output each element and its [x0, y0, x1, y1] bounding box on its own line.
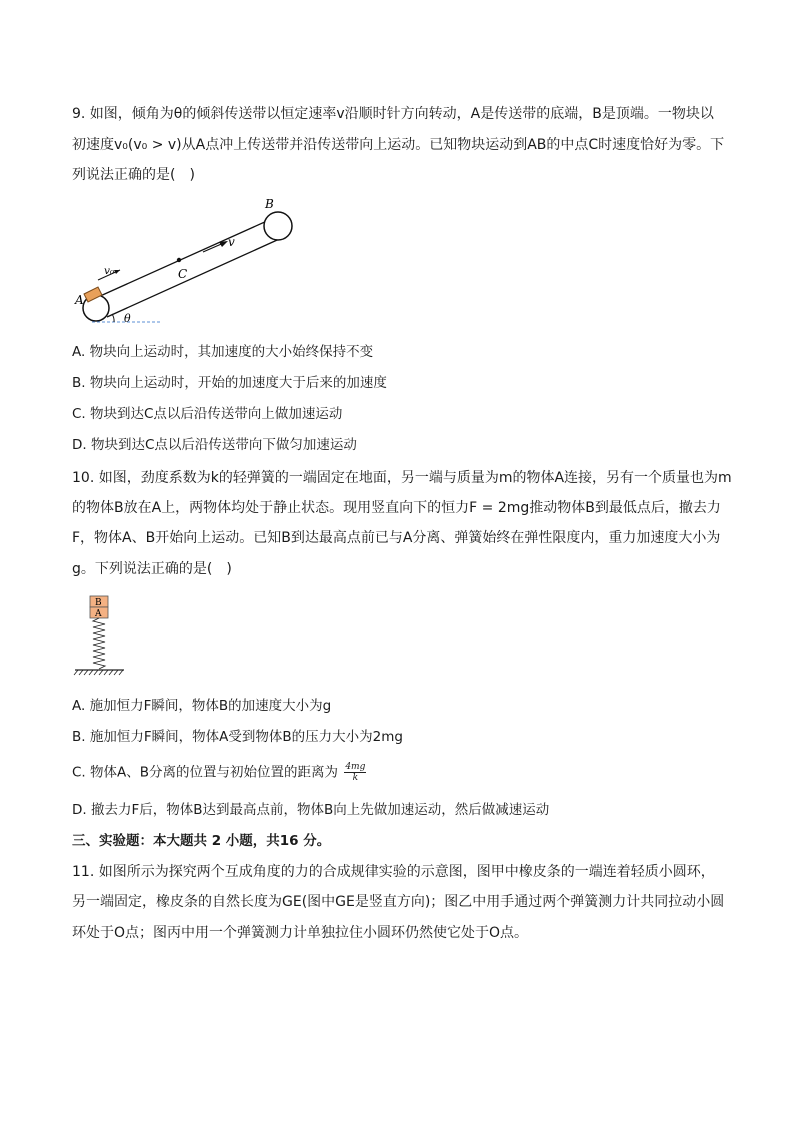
label-theta: θ — [124, 312, 131, 325]
fraction-numerator: 4mg — [345, 762, 366, 772]
q9-line-1: 9. 如图，倾角为θ的倾斜传送带以恒定速率v沿顺时针方向转动，A是传送带的底端，B是顶端。一物块以 — [72, 106, 714, 122]
q10-line-1: 10. 如图，劲度系数为k的轻弹簧的一端固定在地面，另一端与质量为m的物体A连接，另有一个质量也为m — [72, 470, 732, 486]
label-v0: v₀ — [104, 265, 115, 277]
label-c: C — [178, 267, 188, 281]
q10-line-2: 的物体B放在A上，两物体均处于静止状态。现用竖直向下的恒力F = 2mg推动物体B到最低点后，撤去力 — [72, 500, 721, 516]
q11-line-1: 11. 如图所示为探究两个互成角度的力的合成规律实验的示意图，图甲中橡皮条的一端连着轻质小圆环， — [72, 864, 715, 880]
fraction — [344, 762, 366, 783]
q10-line-3: F，物体A、B开始向上运动。已知B到达最高点前已与A分离、弹簧始终在弹性限度内，重力加速度大小为 — [72, 530, 721, 546]
label-v: v — [228, 235, 235, 249]
top-pulley — [264, 212, 292, 240]
q9-option-b: B. 物块向上运动时，开始的加速度大于后来的加速度 — [72, 375, 387, 391]
q9-line-2: 初速度v₀(v₀ > v)从A点冲上传送带并沿传送带向上运动。已知物块运动到AB的中点C时速度恰好为零。下 — [72, 137, 725, 153]
fraction-denominator: k — [352, 773, 359, 783]
q10-option-b: B. 施加恒力F瞬间，物体A受到物体B的压力大小为2mg — [72, 729, 403, 745]
q11-line-3: 环处于O点；图丙中用一个弹簧测力计单独拉住小圆环仍然使它处于O点。 — [72, 925, 529, 941]
section-heading: 三、实验题：本大题共 2 小题，共16 分。 — [72, 833, 331, 849]
spring-blocks-figure — [72, 594, 126, 678]
q11-line-2: 另一端固定，橡皮条的自然长度为GE(图中GE是竖直方向)；图乙中用手通过两个弹簧测力计共同拉动小圆 — [72, 894, 725, 910]
q10-line-4: g。下列说法正确的是( ) — [72, 561, 232, 577]
q10-option-d: D. 撤去力F后，物体B达到最高点前，物体B向上先做加速运动，然后做减速运动 — [72, 802, 550, 818]
q9-option-c: C. 物块到达C点以后沿传送带向上做加速运动 — [72, 406, 343, 422]
q9-option-d: D. 物块到达C点以后沿传送带向下做匀加速运动 — [72, 437, 357, 453]
q10-option-a: A. 施加恒力F瞬间，物体B的加速度大小为g — [72, 698, 332, 714]
q10-option-c — [72, 762, 366, 783]
label-b: B — [265, 197, 274, 211]
spring — [93, 618, 105, 669]
label-block-a: A — [95, 609, 102, 619]
label-a: A — [75, 293, 84, 307]
point-c — [177, 258, 181, 262]
label-block-b: B — [95, 598, 102, 608]
conveyor-belt-figure — [72, 196, 312, 332]
q9-option-a: A. 物块向上运动时，其加速度的大小始终保持不变 — [72, 344, 374, 360]
q10-option-c-text: C. 物体A、B分离的位置与初始位置的距离为 — [72, 764, 339, 781]
q9-line-3: 列说法正确的是( ) — [72, 167, 195, 183]
